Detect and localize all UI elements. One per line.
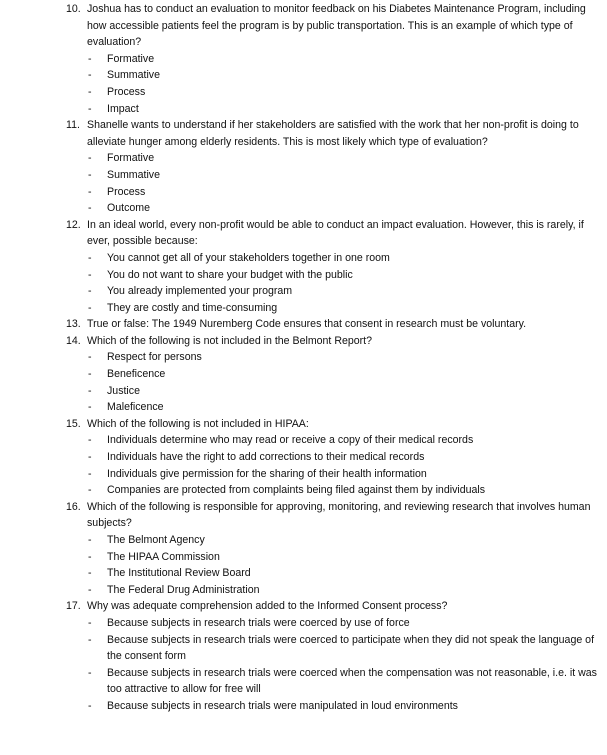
answer-option-text: Maleficence <box>107 401 164 414</box>
question-text: In an ideal world, every non-profit would be able to conduct an impact evaluation. However, this is rarely, if ever, possible because: <box>87 218 584 248</box>
answer-option-text: Because subjects in research trials were manipulated in loud environments <box>107 699 458 712</box>
dash-bullet-icon: - <box>88 534 92 546</box>
question-text: Joshua has to conduct an evaluation to monitor feedback on his Diabetes Maintenance Program, including how accessible patients feel the program is by public transportation. This is an example of which type of evaluation? <box>87 3 586 49</box>
question-15 <box>0 416 607 433</box>
answer-option <box>0 582 607 599</box>
answer-option-text: Because subjects in research trials were coerced when the compensation was not reasonable, i.e. it was too attractive to allow for free will <box>107 666 597 696</box>
question-number: 17. <box>66 600 81 613</box>
answer-option-text: Respect for persons <box>107 351 202 364</box>
answer-option <box>0 632 607 665</box>
answer-option-text: Process <box>107 85 146 98</box>
answer-option <box>0 399 607 416</box>
dash-bullet-icon: - <box>88 52 92 65</box>
question-text: Which of the following is not included in the Belmont Report? <box>87 334 373 347</box>
answer-option-text: Formative <box>107 152 155 165</box>
dash-bullet-icon: - <box>88 351 92 364</box>
answer-option-text: Process <box>107 185 146 198</box>
dash-bullet-icon: - <box>88 301 92 314</box>
answer-option-text: Impact <box>107 102 139 115</box>
question-text: Shanelle wants to understand if her stakeholders are satisfied with the work that her non-profit is doing to alleviate hunger among elderly residents. This is most likely which type of evaluation? <box>87 119 579 148</box>
answer-option <box>0 432 607 449</box>
question-13 <box>0 316 607 333</box>
answer-option-text: Individuals determine who may read or receive a copy of their medical records <box>107 434 474 447</box>
answer-option-text: Because subjects in research trials were coerced by use of force <box>107 616 410 629</box>
dash-bullet-icon: - <box>88 434 92 447</box>
dash-bullet-icon: - <box>88 185 92 198</box>
dash-bullet-icon: - <box>88 484 92 497</box>
dash-bullet-icon: - <box>88 368 92 381</box>
answer-option <box>0 565 607 582</box>
answer-option <box>0 383 607 400</box>
answer-option <box>0 150 607 167</box>
answer-option-text: Outcome <box>107 202 150 215</box>
answer-option <box>0 283 607 300</box>
answer-option <box>0 267 607 284</box>
dash-bullet-icon: - <box>88 285 92 298</box>
answer-option <box>0 466 607 483</box>
question-number: 14. <box>66 334 81 347</box>
answer-option <box>0 549 607 566</box>
dash-bullet-icon: - <box>88 451 92 464</box>
answer-option-text: Individuals have the right to add corrections to their medical records <box>107 451 425 464</box>
question-14 <box>0 333 607 350</box>
question-17 <box>0 598 607 615</box>
answer-option <box>0 200 607 217</box>
answer-option-text: Beneficence <box>107 368 166 381</box>
dash-bullet-icon: - <box>88 69 92 82</box>
dash-bullet-icon: - <box>88 699 92 712</box>
answer-option <box>0 615 607 632</box>
dash-bullet-icon: - <box>88 251 92 264</box>
question-number: 10. <box>66 3 81 15</box>
answer-option <box>0 482 607 499</box>
answer-option <box>0 250 607 267</box>
answer-option <box>0 51 607 68</box>
answer-option <box>0 665 607 698</box>
dash-bullet-icon: - <box>88 567 92 580</box>
question-number: 11. <box>66 119 80 132</box>
answer-option <box>0 167 607 184</box>
dash-bullet-icon: - <box>88 550 92 563</box>
dash-bullet-icon: - <box>88 666 92 679</box>
question-10 <box>0 1 607 51</box>
answer-option <box>0 532 607 549</box>
question-text: True or false: The 1949 Nuremberg Code ensures that consent in research must be voluntary. <box>87 318 527 331</box>
question-text: Which of the following is not included in HIPAA: <box>87 417 309 430</box>
dash-bullet-icon: - <box>88 268 92 281</box>
dash-bullet-icon: - <box>88 616 92 629</box>
answer-option-text: Summative <box>107 69 160 82</box>
answer-option <box>0 366 607 383</box>
answer-option-text: You cannot get all of your stakeholders together in one room <box>107 251 390 264</box>
answer-option-text: Justice <box>107 384 140 397</box>
answer-option-text: You do not want to share your budget with the public <box>107 268 353 281</box>
answer-option <box>0 184 607 201</box>
question-text: Why was adequate comprehension added to the Informed Consent process? <box>87 600 448 613</box>
answer-option <box>0 84 607 101</box>
answer-option-text: Formative <box>107 52 155 65</box>
question-number: 15. <box>66 417 81 430</box>
question-number: 16. <box>66 500 81 513</box>
dash-bullet-icon: - <box>88 467 92 480</box>
dash-bullet-icon: - <box>88 202 92 215</box>
answer-option-text: The HIPAA Commission <box>107 550 220 563</box>
answer-option-text: They are costly and time-consuming <box>107 301 278 314</box>
answer-option <box>0 698 607 715</box>
question-text: Which of the following is responsible for approving, monitoring, and reviewing research that involves human subjects? <box>87 500 591 530</box>
answer-option-text: Individuals give permission for the sharing of their health information <box>107 467 427 480</box>
answer-option <box>0 349 607 366</box>
dash-bullet-icon: - <box>88 85 92 98</box>
dash-bullet-icon: - <box>88 152 92 165</box>
dash-bullet-icon: - <box>88 168 92 181</box>
dash-bullet-icon: - <box>88 102 92 115</box>
question-list <box>0 1 607 715</box>
answer-option-text: Companies are protected from complaints being filed against them by individuals <box>107 484 486 497</box>
question-number: 12. <box>66 218 81 231</box>
answer-option-text: Summative <box>107 168 160 181</box>
answer-option-text: The Belmont Agency <box>107 534 205 546</box>
answer-option <box>0 449 607 466</box>
question-16 <box>0 499 607 532</box>
answer-option-text: The Federal Drug Administration <box>107 583 260 596</box>
answer-option <box>0 300 607 317</box>
question-12 <box>0 217 607 250</box>
answer-option <box>0 101 607 118</box>
dash-bullet-icon: - <box>88 583 92 596</box>
answer-option-text: Because subjects in research trials were coerced to participate when they did not speak the language of the consent form <box>107 633 595 663</box>
answer-option <box>0 67 607 84</box>
question-number: 13. <box>66 318 81 331</box>
dash-bullet-icon: - <box>88 401 92 414</box>
dash-bullet-icon: - <box>88 633 92 646</box>
answer-option-text: The Institutional Review Board <box>107 567 251 580</box>
answer-option-text: You already implemented your program <box>107 285 293 298</box>
question-11 <box>0 117 607 150</box>
dash-bullet-icon: - <box>88 384 92 397</box>
